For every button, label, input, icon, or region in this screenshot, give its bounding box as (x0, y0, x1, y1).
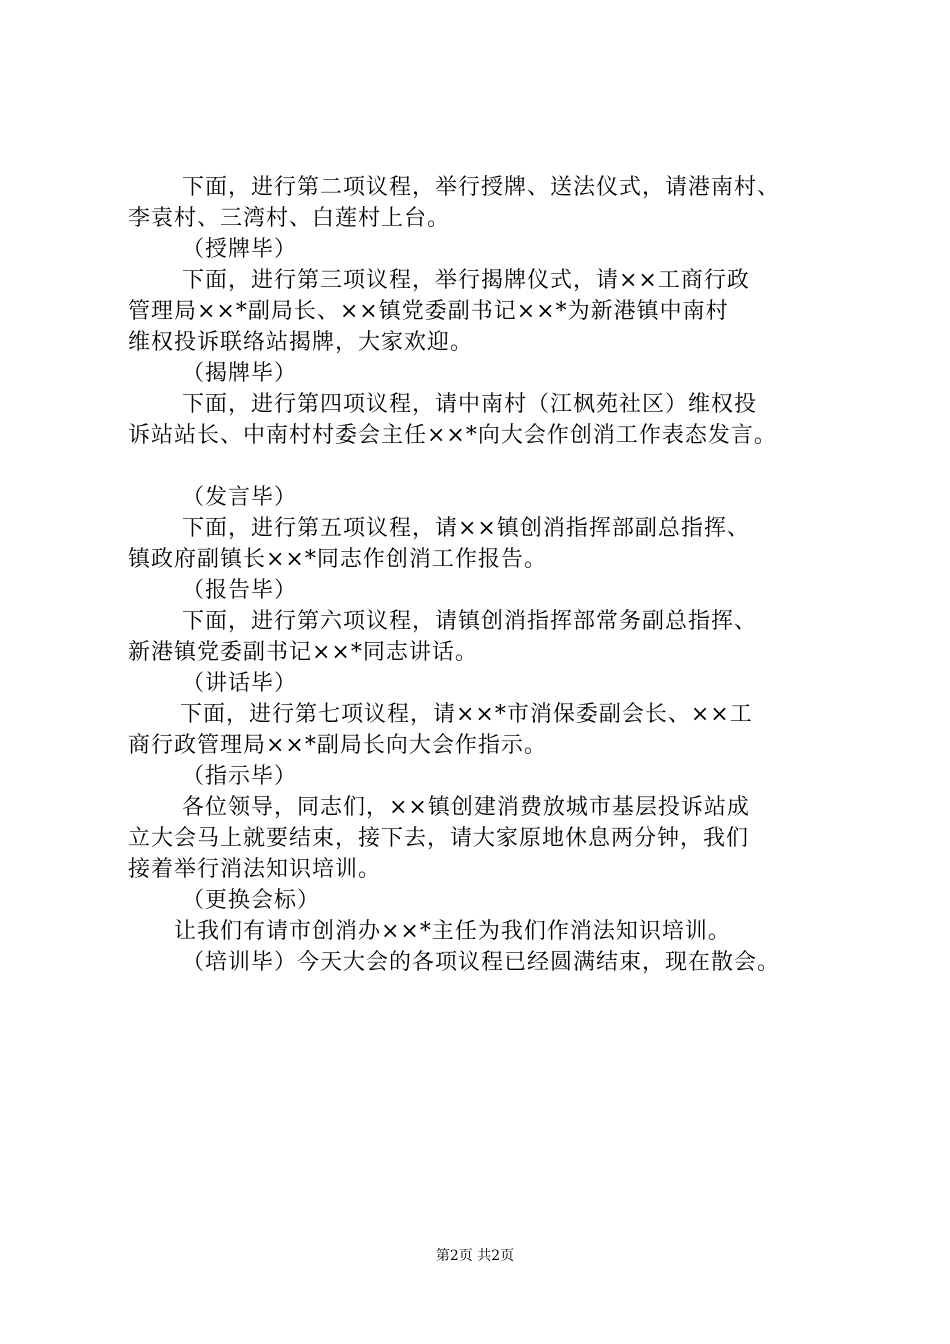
text-line: 立大会马上就要结束，接下去，请大家原地休息两分钟，我们 (128, 826, 750, 851)
text-line: （培训毕）今天大会的各项议程已经圆满结束，现在散会。 (182, 950, 781, 975)
text-line: 下面，进行第四项议程，请中南村（江枫苑社区）维权投 (182, 392, 758, 417)
text-line: （指示毕） (182, 764, 298, 789)
text-line: 下面，进行第五项议程，请××镇创消指挥部副总指挥、 (182, 516, 750, 541)
text-line: （发言毕） (182, 485, 298, 510)
text-line: 镇政府副镇长××*同志作创消工作报告。 (128, 547, 547, 572)
document-body (128, 172, 848, 978)
text-line: 接着举行消法知识培训。 (128, 857, 382, 882)
text-line: 商行政管理局××*副局长向大会作指示。 (128, 733, 547, 758)
text-line: 下面，进行第三项议程，举行揭牌仪式，请××工商行政 (182, 268, 750, 293)
text-line: （更换会标） (182, 888, 321, 913)
text-line: 李袁村、三湾村、白莲村上台。 (128, 206, 451, 231)
text-line: （揭牌毕） (182, 361, 298, 386)
text-line: 下面，进行第二项议程，举行授牌、送法仪式，请港南村、 (182, 175, 781, 200)
page-number-footer: 第2页 共2页 (435, 1248, 515, 1264)
text-line: （讲话毕） (182, 671, 298, 696)
text-line: 维权投诉联络站揭牌，大家欢迎。 (128, 330, 474, 355)
text-line: 各位领导，同志们，××镇创建消费放城市基层投诉站成 (182, 795, 750, 820)
text-line: 下面，进行第六项议程，请镇创消指挥部常务副总指挥、 (182, 609, 758, 634)
text-line: 诉站站长、中南村村委会主任××*向大会作创消工作表态发言。 (128, 423, 777, 448)
blank-line (128, 451, 848, 482)
text-line: 管理局××*副局长、××镇党委副书记××*为新港镇中南村 (128, 299, 729, 324)
text-line: （报告毕） (182, 578, 298, 603)
text-line: 新港镇党委副书记××*同志讲话。 (128, 640, 478, 665)
text-line: （授牌毕） (182, 237, 298, 262)
text-line: 下面，进行第七项议程，请××*市消保委副会长、××工 (180, 702, 753, 727)
text-line: 让我们有请市创消办××*主任为我们作消法知识培训。 (174, 919, 731, 944)
